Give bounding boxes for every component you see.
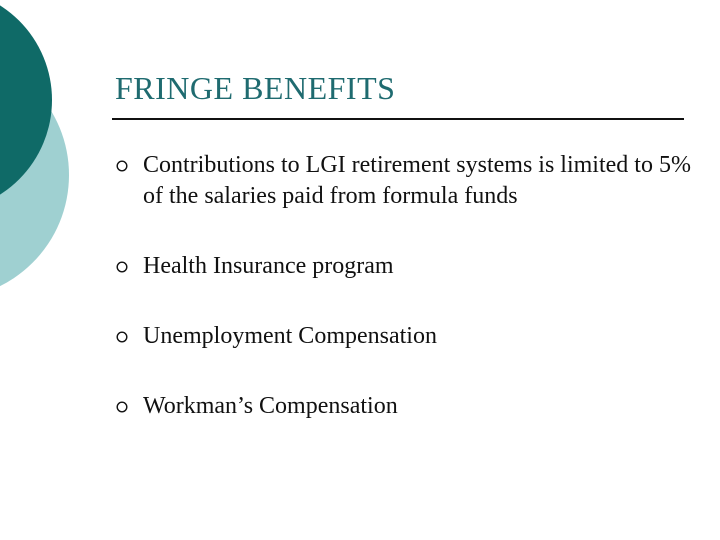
hollow-circle-icon bbox=[116, 331, 128, 343]
bullet-text: Workman’s Compensation bbox=[143, 393, 398, 419]
list-item bbox=[115, 321, 695, 352]
list-item bbox=[115, 391, 695, 422]
hollow-circle-icon bbox=[116, 401, 128, 413]
page-title: FRINGE BENEFITS bbox=[115, 70, 396, 106]
bullet-text: Contributions to LGI retirement systems is limited to 5% of the salaries paid from formula funds bbox=[143, 152, 691, 209]
title-divider bbox=[112, 118, 684, 120]
hollow-circle-icon bbox=[116, 160, 128, 172]
bullet-text: Unemployment Compensation bbox=[143, 323, 437, 349]
hollow-circle-icon bbox=[116, 261, 128, 273]
list-item bbox=[115, 251, 695, 282]
bullet-list bbox=[115, 150, 695, 422]
bullet-text: Health Insurance program bbox=[143, 253, 394, 279]
list-item bbox=[115, 150, 695, 212]
decorative-circles bbox=[0, 0, 120, 300]
